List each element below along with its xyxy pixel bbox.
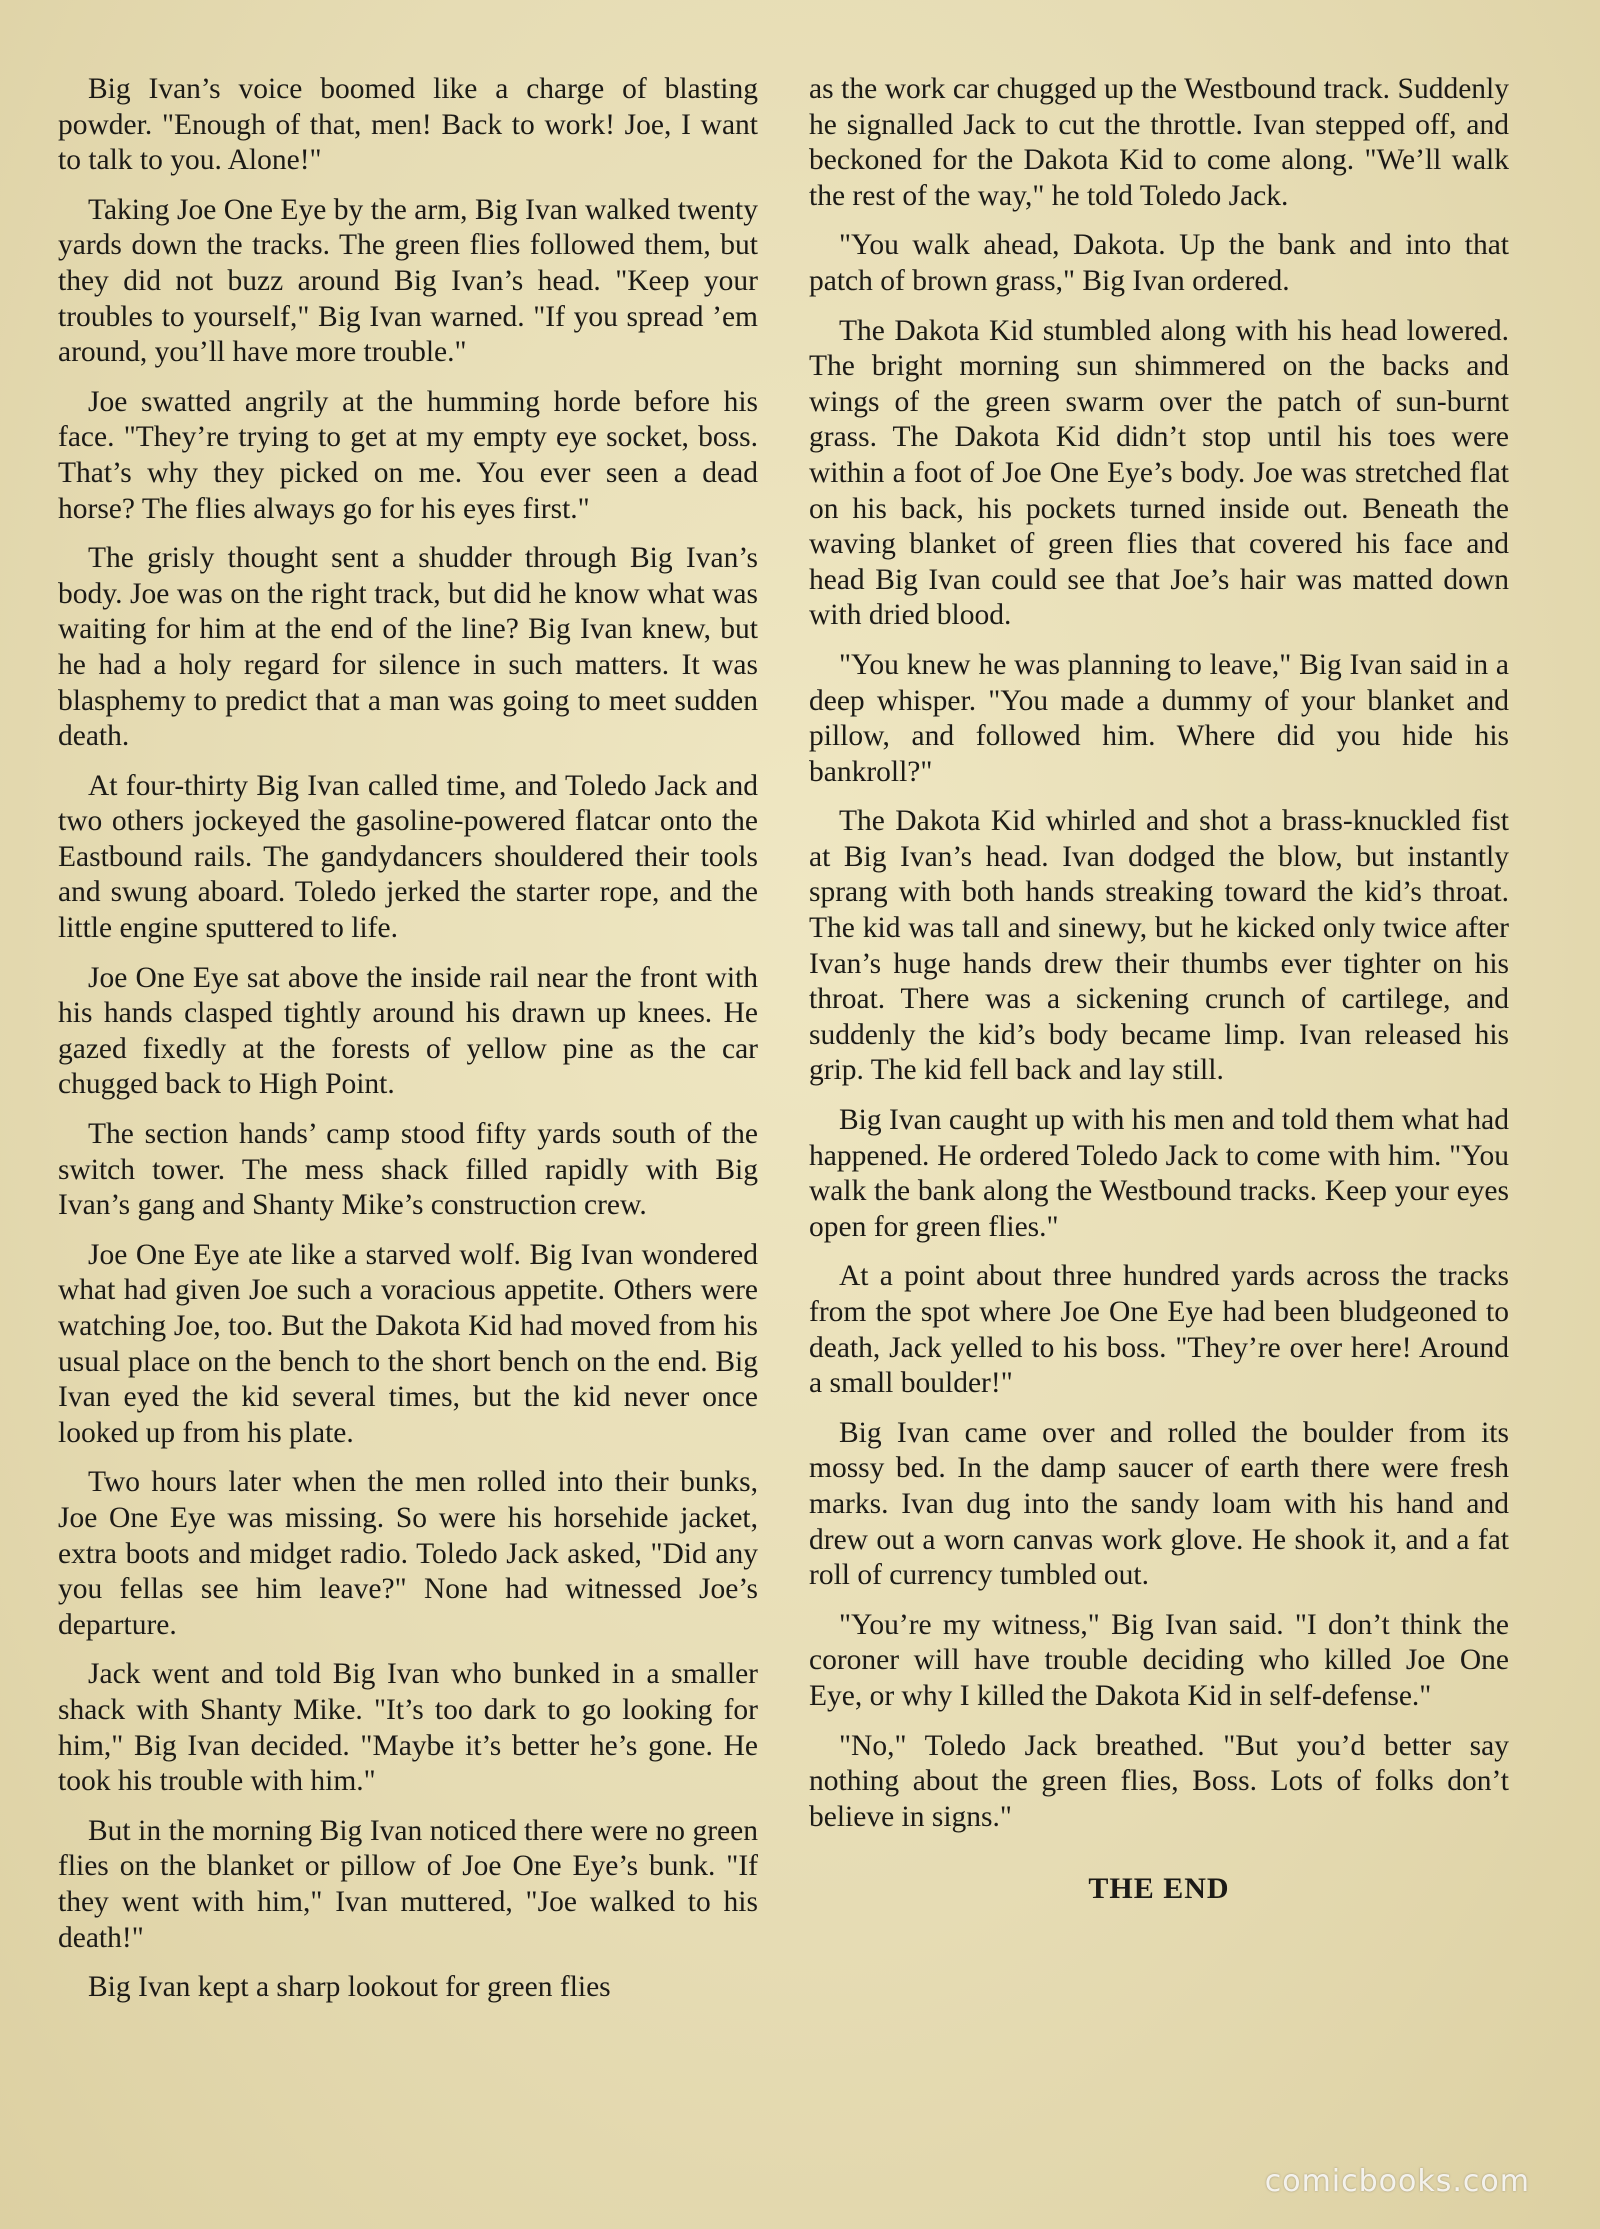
paragraph: "You’re my witness," Big Ivan said. "I don’t think the coroner will have trouble deciding who killed Joe One Eye, or why I killed the Dakota Kid in self-defense." — [809, 1608, 1509, 1712]
paragraph: Joe One Eye ate like a starved wolf. Big Ivan wondered what had given Joe such a voracious appetite. Others were watching Joe, too. But the Dakota Kid had moved from his usual place on the bench to the short bench on the end. Big Ivan eyed the kid several times, but the kid never once looked up from his plate. — [58, 1238, 758, 1449]
paragraph: The grisly thought sent a shudder through Big Ivan’s body. Joe was on the right track, but did he know what was waiting for him at the end of the line? Big Ivan knew, but he had a holy regard for silence in such matters. It was blasphemy to predict that a man was going to meet sudden death. — [58, 542, 758, 753]
paragraph: But in the morning Big Ivan noticed there were no green flies on the blanket or pillow of Joe One Eye’s bunk. "If they went with him," Ivan muttered, "Joe walked to his death!" — [58, 1814, 758, 1954]
paragraph: Joe One Eye sat above the inside rail near the front with his hands clasped tightly around his drawn up knees. He gazed fixedly at the forests of yellow pine as the car chugged back to High Point. — [58, 961, 758, 1101]
paragraph: At a point about three hundred yards across the tracks from the spot where Joe One Eye had been bludgeoned to death, Jack yelled to his boss. "They’re over here! Around a small boulder!" — [809, 1260, 1509, 1400]
paragraph: Two hours later when the men rolled into their bunks, Joe One Eye was missing. So were his horsehide jacket, extra boots and midget radio. Toledo Jack asked, "Did any you fellas see him leave?" None had witnessed Joe’s departure. — [58, 1466, 758, 1641]
paragraph: Joe swatted angrily at the humming horde before his face. "They’re trying to get at my empty eye socket, boss. That’s why they picked on me. You ever seen a dead horse? The flies always go for his eyes first." — [58, 385, 758, 525]
paragraph: "No," Toledo Jack breathed. "But you’d better say nothing about the green flies, Boss. Lots of folks don’t believe in signs." — [809, 1729, 1509, 1833]
paragraph: "You knew he was planning to leave," Big Ivan said in a deep whisper. "You made a dummy of your blanket and pillow, and followed him. Where did you hide his bankroll?" — [809, 648, 1509, 788]
paragraph: The Dakota Kid stumbled along with his head lowered. The bright morning sun shimmered on the backs and wings of the green swarm over the patch of sun-burnt grass. The Dakota Kid didn’t stop until his toes were within a foot of Joe One Eye’s body. Joe was stretched flat on his back, his pockets turned inside out. Beneath the waving blanket of green flies that covered his face and head Big Ivan could see that Joe’s hair was matted down with dried blood. — [809, 314, 1509, 632]
paragraph: Taking Joe One Eye by the arm, Big Ivan walked twenty yards down the tracks. The green flies followed them, but they did not buzz around Big Ivan’s head. "Keep your troubles to yourself," Big Ivan warned. "If you spread ’em around, you’ll have more trouble." — [58, 193, 758, 369]
the-end-label: THE END — [1088, 1872, 1230, 1906]
paragraph: Jack went and told Big Ivan who bunked in a smaller shack with Shanty Mike. "It’s too dark to go looking for him," Big Ivan decided. "Maybe it’s better he’s gone. He took his trouble with him." — [58, 1658, 758, 1798]
right-column — [809, 72, 1509, 1921]
paragraph: The section hands’ camp stood fifty yards south of the switch tower. The mess shack filled rapidly with Big Ivan’s gang and Shanty Mike’s construction crew. — [58, 1118, 758, 1222]
paragraph: Big Ivan caught up with his men and told them what had happened. He ordered Toledo Jack to come with him. "You walk the bank along the Westbound tracks. Keep your eyes open for green flies." — [809, 1104, 1509, 1243]
paragraph-continued: as the work car chugged up the Westbound track. Suddenly he signalled Jack to cut the throttle. Ivan stepped off, and beckoned for the Dakota Kid to come along. "We’ll walk the rest of the way," he told Toledo Jack. — [809, 73, 1509, 212]
paragraph: Big Ivan’s voice boomed like a charge of blasting powder. "Enough of that, men! Back to work! Joe, I want to talk to you. Alone!" — [58, 73, 758, 177]
paragraph: "You walk ahead, Dakota. Up the bank and into that patch of brown grass," Big Ivan ordered. — [809, 229, 1509, 297]
watermark: comicbooks.com — [1264, 2164, 1530, 2199]
paragraph: Big Ivan kept a sharp lookout for green flies — [88, 1971, 611, 2004]
paragraph: At four-thirty Big Ivan called time, and Toledo Jack and two others jockeyed the gasoline-powered flatcar onto the Eastbound rails. The gandydancers shouldered their tools and swung aboard. Toledo jerked the starter rope, and the little engine sputtered to life. — [58, 769, 758, 945]
left-column — [58, 72, 758, 2020]
paragraph: Big Ivan came over and rolled the boulder from its mossy bed. In the damp saucer of earth there were fresh marks. Ivan dug into the sandy loam with his hand and drew out a worn canvas work glove. He shook it, and a fat roll of currency tumbled out. — [809, 1416, 1509, 1592]
paragraph: The Dakota Kid whirled and shot a brass-knuckled fist at Big Ivan’s head. Ivan dodged the blow, but instantly sprang with both hands streaking toward the kid’s throat. The kid was tall and sinewy, but he kicked only twice after Ivan’s huge hands drew their thumbs ever tighter on his throat. There was a sickening crunch of cartilege, and suddenly the kid’s body became limp. Ivan released his grip. The kid fell back and lay still. — [809, 805, 1509, 1087]
